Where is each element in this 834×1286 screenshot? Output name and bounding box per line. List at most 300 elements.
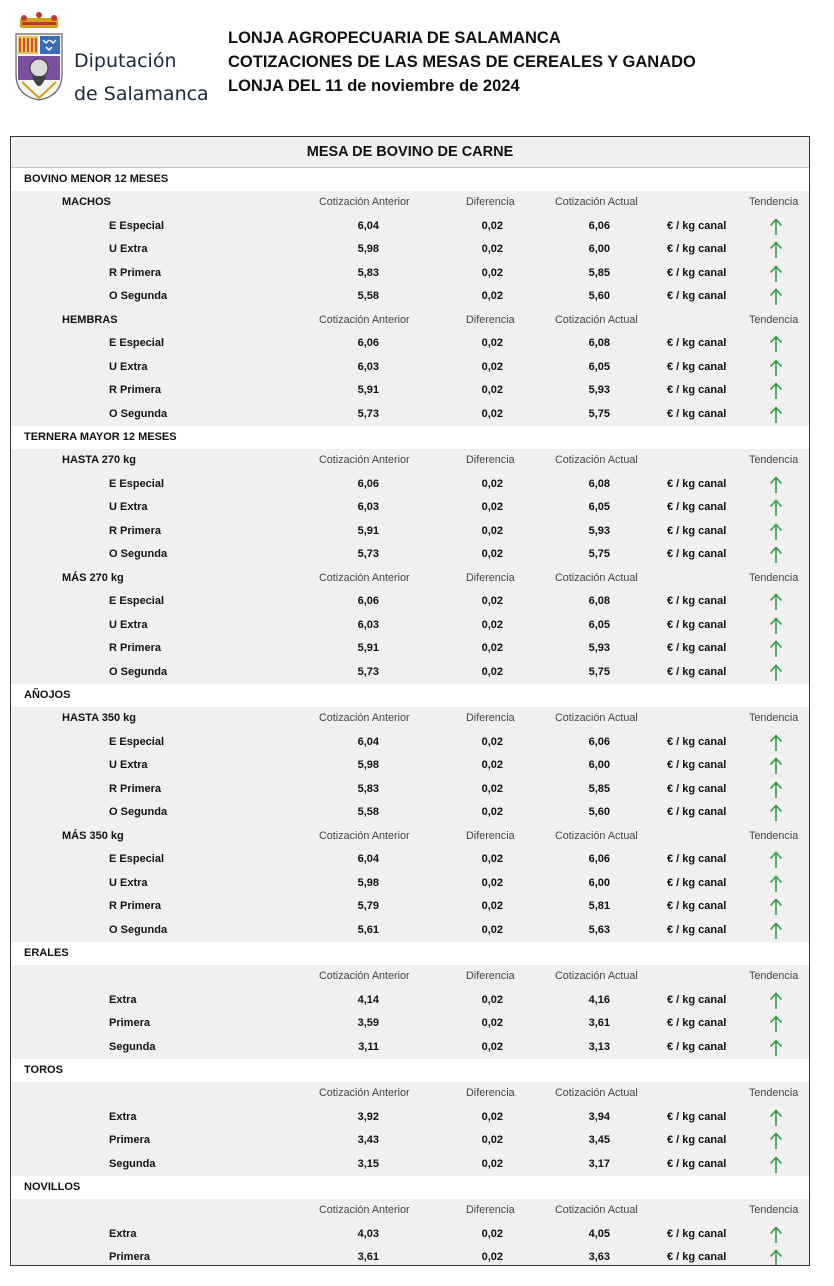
cotizacion-anterior-value: 5,83 (357, 266, 379, 279)
table-row (11, 262, 809, 286)
diferencia-value: 0,02 (481, 477, 503, 490)
header-cotizacion-anterior: Cotización Anterior (319, 196, 410, 208)
row-label: R Primera (109, 782, 161, 795)
cotizacion-actual-value: 4,05 (588, 1227, 610, 1240)
group-header-row (11, 1199, 809, 1223)
unit-label: € / kg canal (667, 759, 727, 771)
diferencia-value: 0,02 (481, 290, 503, 302)
cotizacion-actual-value: 5,93 (588, 384, 610, 396)
header-cotizacion-anterior: Cotización Anterior (319, 313, 410, 326)
unit-label: € / kg canal (667, 548, 727, 560)
header-tendencia: Tendencia (749, 829, 799, 842)
unit-label: € / kg canal (667, 501, 727, 513)
header-cotizacion-actual: Cotización Actual (555, 571, 638, 584)
row-label: E Especial (109, 595, 165, 607)
trend-up-arrow-icon (769, 523, 783, 541)
row-label: R Primera (109, 266, 161, 279)
table-row (11, 332, 809, 356)
unit-label: € / kg canal (667, 876, 727, 889)
board-title: MESA DE BOVINO DE CARNE (11, 137, 809, 168)
row-label: O Segunda (109, 407, 168, 420)
diferencia-value: 0,02 (481, 1134, 503, 1146)
diferencia-value: 0,02 (481, 360, 503, 373)
cotizacion-actual-value: 6,08 (588, 337, 610, 349)
table-row (11, 989, 809, 1013)
cotizacion-anterior-value: 5,73 (357, 665, 379, 678)
unit-label: € / kg canal (667, 735, 727, 748)
cotizacion-anterior-value: 3,43 (357, 1134, 379, 1146)
cotizacion-anterior-value: 6,06 (357, 337, 379, 349)
table-row (11, 1106, 809, 1130)
row-label: O Segunda (109, 290, 168, 302)
cotizacion-anterior-value: 4,03 (357, 1227, 379, 1240)
unit-label: € / kg canal (667, 923, 727, 936)
category-heading: TERNERA MAYOR 12 MESES (11, 426, 809, 449)
trend-up-arrow-icon (769, 781, 783, 799)
unit-label: € / kg canal (667, 993, 727, 1006)
unit-label: € / kg canal (667, 1157, 727, 1170)
diferencia-value: 0,02 (481, 900, 503, 912)
row-label: Primera (109, 1134, 150, 1146)
unit-label: € / kg canal (667, 290, 727, 302)
unit-label: € / kg canal (667, 595, 727, 607)
unit-label: € / kg canal (667, 1040, 727, 1053)
cotizacion-anterior-value: 5,58 (357, 806, 379, 818)
trend-up-arrow-icon (769, 922, 783, 940)
header-tendencia: Tendencia (749, 313, 799, 326)
cotizacion-actual-value: 5,75 (588, 407, 610, 420)
table-row (11, 379, 809, 403)
cotizacion-actual-value: 6,08 (588, 477, 610, 490)
board-body (11, 168, 809, 1266)
cotizacion-anterior-value: 3,59 (357, 1017, 379, 1029)
cotizacion-actual-value: 3,61 (588, 1017, 610, 1029)
cotizacion-actual-value: 6,05 (588, 618, 610, 631)
group-header-row (11, 449, 809, 473)
table-row (11, 1153, 809, 1177)
trend-up-arrow-icon (769, 1109, 783, 1127)
header-diferencia: Diferencia (466, 712, 515, 724)
trend-up-arrow-icon (769, 499, 783, 517)
table-row (11, 520, 809, 544)
trend-up-arrow-icon (769, 382, 783, 400)
cotizacion-anterior-value: 5,83 (357, 782, 379, 795)
header-tendencia: Tendencia (749, 571, 799, 584)
header-cotizacion-anterior: Cotización Anterior (319, 571, 410, 584)
header-diferencia: Diferencia (466, 571, 515, 584)
trend-up-arrow-icon (769, 640, 783, 658)
cotizacion-actual-value: 3,17 (588, 1157, 610, 1170)
cotizacion-anterior-value: 5,98 (357, 759, 379, 771)
unit-label: € / kg canal (667, 1251, 727, 1263)
diferencia-value: 0,02 (481, 642, 503, 654)
cotizacion-anterior-value: 5,91 (357, 384, 379, 396)
trend-up-arrow-icon (769, 664, 783, 682)
cotizacion-actual-value: 5,75 (588, 548, 610, 560)
row-label: U Extra (109, 243, 148, 255)
category-block (11, 965, 809, 1059)
header-tendencia: Tendencia (749, 1087, 799, 1099)
table-row (11, 1036, 809, 1060)
row-label: Segunda (109, 1157, 156, 1170)
trend-up-arrow-icon (769, 875, 783, 893)
row-label: E Especial (109, 853, 165, 865)
cotizacion-anterior-value: 5,73 (357, 407, 379, 420)
table-row (11, 614, 809, 638)
cotizacion-actual-value: 5,93 (588, 642, 610, 654)
header-cotizacion-anterior: Cotización Anterior (319, 454, 410, 466)
group-name: HEMBRAS (62, 313, 118, 326)
trend-up-arrow-icon (769, 476, 783, 494)
trend-up-arrow-icon (769, 734, 783, 752)
table-row (11, 590, 809, 614)
group-header-row (11, 825, 809, 849)
cotizacion-anterior-value: 6,04 (357, 853, 379, 865)
row-label: Extra (109, 993, 137, 1006)
cotizacion-actual-value: 5,63 (588, 923, 610, 936)
cotizacion-actual-value: 6,05 (588, 501, 610, 513)
row-label: O Segunda (109, 665, 168, 678)
header-cotizacion-actual: Cotización Actual (555, 196, 638, 208)
logo-wordmark (74, 46, 209, 110)
diferencia-value: 0,02 (481, 548, 503, 560)
unit-label: € / kg canal (667, 1110, 727, 1123)
unit-label: € / kg canal (667, 524, 727, 537)
trend-up-arrow-icon (769, 1249, 783, 1266)
unit-label: € / kg canal (667, 1134, 727, 1146)
group-name: HASTA 270 kg (62, 454, 136, 466)
trend-up-arrow-icon (769, 265, 783, 283)
diputacion-logo (10, 12, 210, 104)
row-label: Primera (109, 1251, 150, 1263)
row-label: U Extra (109, 876, 148, 889)
group-name: MACHOS (62, 196, 111, 208)
diferencia-value: 0,02 (481, 1227, 503, 1240)
trend-up-arrow-icon (769, 617, 783, 635)
cotizacion-actual-value: 6,06 (588, 853, 610, 865)
row-label: O Segunda (109, 806, 168, 818)
trend-up-arrow-icon (769, 406, 783, 424)
page-header (0, 0, 834, 120)
row-label: Extra (109, 1110, 137, 1123)
diferencia-value: 0,02 (481, 806, 503, 818)
cotizacion-actual-value: 5,85 (588, 266, 610, 279)
unit-label: € / kg canal (667, 266, 727, 279)
row-label: Primera (109, 1017, 150, 1029)
unit-label: € / kg canal (667, 782, 727, 795)
cotizacion-anterior-value: 5,91 (357, 642, 379, 654)
cotizacion-actual-value: 6,00 (588, 876, 610, 889)
trend-up-arrow-icon (769, 1132, 783, 1150)
diferencia-value: 0,02 (481, 853, 503, 865)
header-diferencia: Diferencia (466, 1087, 515, 1099)
unit-label: € / kg canal (667, 1017, 727, 1029)
diferencia-value: 0,02 (481, 993, 503, 1006)
cotizacion-anterior-value: 6,04 (357, 219, 379, 232)
cotizacion-actual-value: 6,00 (588, 759, 610, 771)
row-label: R Primera (109, 900, 161, 912)
category-heading: TOROS (11, 1059, 809, 1082)
table-row (11, 872, 809, 896)
cotizacion-anterior-value: 6,03 (357, 501, 379, 513)
table-row (11, 895, 809, 919)
unit-label: € / kg canal (667, 407, 727, 420)
category-block (11, 707, 809, 942)
table-row (11, 285, 809, 309)
cotizacion-anterior-value: 5,79 (357, 900, 379, 912)
cotizacion-actual-value: 6,06 (588, 735, 610, 748)
row-label: Extra (109, 1227, 137, 1240)
trend-up-arrow-icon (769, 1015, 783, 1033)
cotizacion-anterior-value: 3,15 (357, 1157, 379, 1170)
cotizacion-actual-value: 3,13 (588, 1040, 610, 1053)
unit-label: € / kg canal (667, 243, 727, 255)
unit-label: € / kg canal (667, 665, 727, 678)
group-header-row (11, 567, 809, 591)
diferencia-value: 0,02 (481, 1040, 503, 1053)
row-label: E Especial (109, 735, 165, 748)
diferencia-value: 0,02 (481, 735, 503, 748)
price-board (10, 136, 810, 1266)
cotizacion-anterior-value: 5,98 (357, 876, 379, 889)
group-header-row (11, 1082, 809, 1106)
cotizacion-anterior-value: 6,03 (357, 360, 379, 373)
diferencia-value: 0,02 (481, 1017, 503, 1029)
unit-label: € / kg canal (667, 853, 727, 865)
diferencia-value: 0,02 (481, 524, 503, 537)
category-block (11, 449, 809, 684)
table-row (11, 1129, 809, 1153)
unit-label: € / kg canal (667, 384, 727, 396)
row-label: Segunda (109, 1040, 156, 1053)
category-block (11, 1082, 809, 1176)
category-heading: BOVINO MENOR 12 MESES (11, 168, 809, 191)
diferencia-value: 0,02 (481, 266, 503, 279)
table-row (11, 403, 809, 427)
unit-label: € / kg canal (667, 806, 727, 818)
unit-label: € / kg canal (667, 642, 727, 654)
diferencia-value: 0,02 (481, 407, 503, 420)
table-row (11, 778, 809, 802)
header-diferencia: Diferencia (466, 829, 515, 842)
header-diferencia: Diferencia (466, 196, 515, 208)
header-diferencia: Diferencia (466, 1204, 515, 1216)
cotizacion-anterior-value: 6,06 (357, 595, 379, 607)
logo-line2: de Salamanca (74, 83, 209, 105)
category-heading: NOVILLOS (11, 1176, 809, 1199)
title-line3: LONJA DEL 11 de noviembre de 2024 (228, 77, 520, 95)
table-row (11, 496, 809, 520)
diferencia-value: 0,02 (481, 501, 503, 513)
header-diferencia: Diferencia (466, 313, 515, 326)
table-row (11, 801, 809, 825)
diferencia-value: 0,02 (481, 243, 503, 255)
diferencia-value: 0,02 (481, 1251, 503, 1263)
cotizacion-actual-value: 4,16 (588, 993, 610, 1006)
cotizacion-anterior-value: 3,11 (358, 1040, 379, 1053)
group-name: MÁS 270 kg (62, 571, 124, 584)
unit-label: € / kg canal (667, 337, 727, 349)
header-diferencia: Diferencia (466, 454, 515, 466)
coat-of-arms-icon (12, 12, 66, 102)
category-heading: ERALES (11, 942, 809, 965)
cotizacion-actual-value: 5,85 (588, 782, 610, 795)
row-label: E Especial (109, 477, 165, 490)
cotizacion-actual-value: 6,08 (588, 595, 610, 607)
header-tendencia: Tendencia (749, 1204, 799, 1216)
table-row (11, 543, 809, 567)
logo-line1: Diputación (74, 50, 177, 72)
header-tendencia: Tendencia (749, 196, 799, 208)
table-row (11, 356, 809, 380)
diferencia-value: 0,02 (481, 876, 503, 889)
header-cotizacion-actual: Cotización Actual (555, 712, 638, 724)
trend-up-arrow-icon (769, 757, 783, 775)
unit-label: € / kg canal (667, 1227, 727, 1240)
row-label: O Segunda (109, 923, 168, 936)
unit-label: € / kg canal (667, 360, 727, 373)
trend-up-arrow-icon (769, 359, 783, 377)
table-row (11, 919, 809, 943)
cotizacion-actual-value: 5,75 (588, 665, 610, 678)
group-name: HASTA 350 kg (62, 712, 136, 724)
header-cotizacion-anterior: Cotización Anterior (319, 1204, 410, 1216)
trend-up-arrow-icon (769, 241, 783, 259)
group-header-row (11, 707, 809, 731)
cotizacion-anterior-value: 6,03 (357, 618, 379, 631)
trend-up-arrow-icon (769, 335, 783, 353)
row-label: R Primera (109, 524, 161, 537)
cotizacion-actual-value: 5,60 (588, 806, 610, 818)
cotizacion-anterior-value: 5,98 (357, 243, 379, 255)
diferencia-value: 0,02 (481, 595, 503, 607)
row-label: R Primera (109, 642, 161, 654)
header-cotizacion-actual: Cotización Actual (555, 313, 638, 326)
header-cotizacion-anterior: Cotización Anterior (319, 1087, 410, 1099)
cotizacion-anterior-value: 5,91 (357, 524, 379, 537)
header-cotizacion-anterior: Cotización Anterior (319, 712, 410, 724)
cotizacion-actual-value: 6,00 (588, 243, 610, 255)
row-label: U Extra (109, 618, 148, 631)
trend-up-arrow-icon (769, 992, 783, 1010)
table-row (11, 661, 809, 685)
header-cotizacion-actual: Cotización Actual (555, 454, 638, 466)
cotizacion-anterior-value: 5,73 (357, 548, 379, 560)
cotizacion-actual-value: 5,93 (588, 524, 610, 537)
group-name: MÁS 350 kg (62, 829, 124, 842)
unit-label: € / kg canal (667, 219, 727, 232)
header-cotizacion-actual: Cotización Actual (555, 1204, 638, 1216)
category-block (11, 191, 809, 426)
diferencia-value: 0,02 (481, 384, 503, 396)
table-row (11, 754, 809, 778)
unit-label: € / kg canal (667, 477, 727, 490)
cotizacion-actual-value: 3,94 (588, 1110, 610, 1123)
trend-up-arrow-icon (769, 804, 783, 822)
header-diferencia: Diferencia (466, 970, 515, 982)
cotizacion-actual-value: 3,63 (588, 1251, 610, 1263)
header-tendencia: Tendencia (749, 454, 799, 466)
trend-up-arrow-icon (769, 218, 783, 236)
group-header-row (11, 965, 809, 989)
diferencia-value: 0,02 (481, 219, 503, 232)
trend-up-arrow-icon (769, 593, 783, 611)
trend-up-arrow-icon (769, 1226, 783, 1244)
title-line1: LONJA AGROPECUARIA DE SALAMANCA (228, 29, 561, 47)
diferencia-value: 0,02 (481, 759, 503, 771)
category-block (11, 1199, 809, 1266)
row-label: R Primera (109, 384, 161, 396)
table-row (11, 238, 809, 262)
diferencia-value: 0,02 (481, 337, 503, 349)
table-row (11, 215, 809, 239)
row-label: E Especial (109, 219, 165, 232)
trend-up-arrow-icon (769, 546, 783, 564)
trend-up-arrow-icon (769, 851, 783, 869)
document-titles (228, 26, 696, 98)
row-label: O Segunda (109, 548, 168, 560)
diferencia-value: 0,02 (481, 923, 503, 936)
diferencia-value: 0,02 (481, 1157, 503, 1170)
header-tendencia: Tendencia (749, 970, 799, 982)
cotizacion-anterior-value: 6,04 (357, 735, 379, 748)
diferencia-value: 0,02 (481, 618, 503, 631)
header-cotizacion-actual: Cotización Actual (555, 829, 638, 842)
unit-label: € / kg canal (667, 618, 727, 631)
trend-up-arrow-icon (769, 898, 783, 916)
row-label: U Extra (109, 501, 148, 513)
cotizacion-anterior-value: 5,58 (357, 290, 379, 302)
table-row (11, 1246, 809, 1266)
trend-up-arrow-icon (769, 1156, 783, 1174)
cotizacion-actual-value: 5,81 (588, 900, 610, 912)
table-row (11, 473, 809, 497)
cotizacion-anterior-value: 6,06 (357, 477, 379, 490)
table-row (11, 1012, 809, 1036)
cotizacion-actual-value: 6,06 (588, 219, 610, 232)
row-label: U Extra (109, 759, 148, 771)
group-header-row (11, 191, 809, 215)
table-row (11, 637, 809, 661)
diferencia-value: 0,02 (481, 782, 503, 795)
cotizacion-actual-value: 3,45 (588, 1134, 610, 1146)
row-label: U Extra (109, 360, 148, 373)
header-tendencia: Tendencia (749, 712, 799, 724)
header-cotizacion-anterior: Cotización Anterior (319, 829, 410, 842)
diferencia-value: 0,02 (481, 1110, 503, 1123)
trend-up-arrow-icon (769, 1039, 783, 1057)
table-row (11, 848, 809, 872)
cotizacion-anterior-value: 3,61 (357, 1251, 379, 1263)
row-label: E Especial (109, 337, 165, 349)
cotizacion-actual-value: 5,60 (588, 290, 610, 302)
cotizacion-actual-value: 6,05 (588, 360, 610, 373)
cotizacion-anterior-value: 5,61 (357, 923, 379, 936)
cotizacion-anterior-value: 4,14 (357, 993, 379, 1006)
group-header-row (11, 309, 809, 333)
header-cotizacion-actual: Cotización Actual (555, 1087, 638, 1099)
diferencia-value: 0,02 (481, 665, 503, 678)
header-cotizacion-anterior: Cotización Anterior (319, 970, 410, 982)
cotizacion-anterior-value: 3,92 (357, 1110, 379, 1123)
table-row (11, 731, 809, 755)
trend-up-arrow-icon (769, 288, 783, 306)
table-row (11, 1223, 809, 1247)
header-cotizacion-actual: Cotización Actual (555, 970, 638, 982)
unit-label: € / kg canal (667, 900, 727, 912)
category-heading: AÑOJOS (11, 684, 809, 707)
title-line2: COTIZACIONES DE LAS MESAS DE CEREALES Y GANADO (228, 53, 696, 71)
